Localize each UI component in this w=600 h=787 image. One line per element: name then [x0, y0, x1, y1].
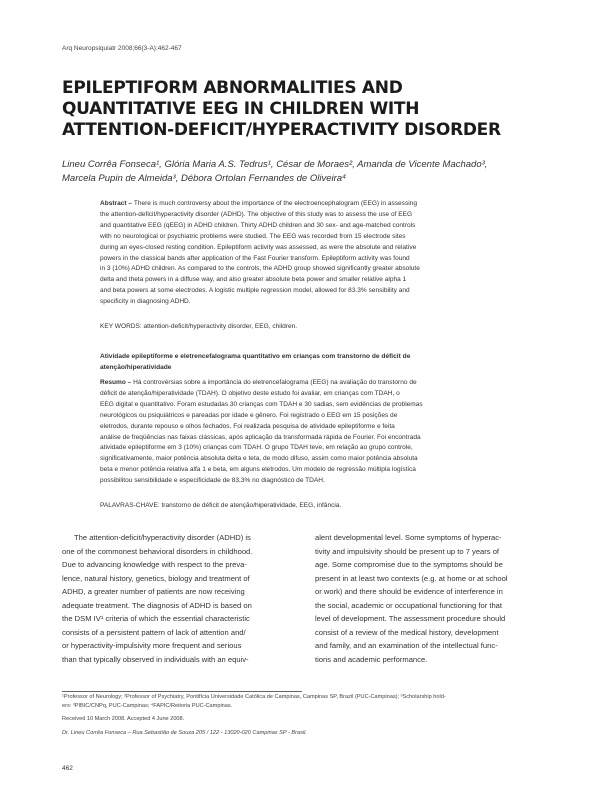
abstract-label: Abstract – — [100, 200, 134, 207]
abstract-line: and beta powers at some electrodes. A logistic multiple regression model, allowed for 83.3% sensibility and — [100, 287, 410, 295]
abstract-line: during an eyes-closed resting condition. Epileptiform activity was assessed, as were the absolute and relative — [100, 243, 417, 251]
footnote-affiliations — [62, 693, 446, 711]
resumo-line: Há controvérsias sobre a importância do eletrencefalograma (EEG) na avaliação do transtorno de — [133, 379, 417, 386]
body-line: age. Some compromise due to the symptoms should be — [315, 560, 503, 569]
body-column-left — [62, 531, 280, 666]
abstract-portuguese — [100, 378, 550, 487]
body-line: consists of a persistent pattern of lack of attention and/ — [62, 627, 246, 637]
footnote-divider — [62, 691, 302, 692]
author-list — [62, 158, 552, 186]
resumo-line: significativamente, maior potência absoluta delta e teta, de modo difuso, assim como maior potência absoluta — [100, 455, 418, 463]
resumo-line: EEG digital e quantitativo. Foram estudadas 30 crianças com TDAH e 30 sadias, sem evidências de problemas — [100, 400, 423, 408]
resumo-line: déficit de atenção/hiperatividade (TDAH). O objetivo deste estudo foi avaliar, em crianças com TDAH, o — [100, 389, 400, 397]
resumo-label: Resumo – — [100, 379, 134, 386]
body-line: consist of a review of the medical history, development — [315, 627, 499, 637]
resumo-line: neurológicos ou psiquiátricos e pareadas por idade e gênero. Foi registrado o EEG em 15 posições de — [100, 411, 398, 419]
body-line: than that typically observed in individuals with an equiv- — [62, 654, 249, 664]
abstract-line: delta and theta powers in a diffuse way, and also greater absolute beta power and smaller relative alpha 1 — [100, 276, 407, 284]
footnote-line: ¹Professor of Neurology; ²Professor of Psychiatry, Pontifícia Universidade Católica de Campinas, Campinas SP, Brazil (PUC-Campinas); ³Scholarship hold- — [62, 694, 446, 700]
body-line: lence, natural history, genetics, biology and treatment of — [62, 573, 250, 583]
abstract-english — [100, 199, 550, 308]
resumo-line: eletrodos, durante repouso e olhos fechados. Foi realizada pesquisa de atividade epileptiforme e feita — [100, 422, 395, 430]
body-line: one of the commonest behavioral disorders in childhood. — [62, 546, 253, 556]
portuguese-title-line: atenção/hiperatividade — [100, 364, 172, 371]
abstract-line: the attention-deficit/hyperactivity disorder (ADHD). The objective of this study was to assess the use of EEG — [100, 210, 413, 218]
footnote-line: ers: ³PIBIC/CNPq, PUC-Campinas; ⁴FAPIC/Reitoria PUC-Campinas. — [62, 703, 233, 709]
resumo-line: atividade epileptiforme em 3 (10%) crianças com TDAH. O grupo TDAH teve, em relação ao grupo controle, — [100, 444, 413, 452]
body-line: The attention-deficit/hyperactivity disorder (ADHD) is — [74, 533, 251, 542]
title-line: QUANTITATIVE EEG IN CHILDREN WITH — [62, 99, 420, 119]
paper-title — [62, 78, 542, 141]
body-line: ADHD, a greater number of patients are now receiving — [62, 587, 245, 596]
resumo-line: possibilitou sensibilidade e especificidade de 83,3% no diagnóstico de TDAH. — [100, 477, 325, 485]
title-line: EPILEPTIFORM ABNORMALITIES AND — [62, 78, 403, 98]
body-line: level of development. The assessment procedure should — [315, 614, 506, 623]
body-line: and family, and an examination of the intellectual func- — [315, 641, 498, 650]
footnote-received-date: Received 10 March 2008. Accepted 4 June 2008. — [62, 716, 185, 722]
body-line: or work) and there should be evidence of interference in — [315, 587, 503, 596]
footnote-correspondence-address: Dr. Lineu Corrêa Fonseca – Rua Sebastião de Souza 205 / 122 - 13020-020 Campinas SP - Brasil. — [62, 730, 307, 736]
journal-reference: Arq Neuropsiquiatr 2008;66(3-A):462-467 — [62, 45, 182, 52]
body-line: adequate treatment. The diagnosis of ADHD is based on — [62, 600, 252, 610]
portuguese-title — [100, 351, 550, 373]
body-line: Due to advancing knowledge with respect to the preva- — [62, 560, 247, 569]
abstract-line: There is much controversy about the importance of the electroencephalogram (EEG) in assessing — [133, 200, 417, 207]
body-line: tivity and impulsivity should be present up to 7 years of — [315, 546, 500, 556]
keywords-portuguese: PALAVRAS-CHAVE: transtorno de déficit de atenção/hiperatividade, EEG, infância. — [100, 502, 342, 509]
title-line: ATTENTION-DEFICIT/HYPERACTIVITY DISORDER — [62, 120, 501, 140]
abstract-line: and quantitative EEG (qEEG) in ADHD children. Thirty ADHD children and 30 sex- and age-matched controls — [100, 221, 416, 229]
abstract-line: in 3 (10%) ADHD children. As compared to the controls, the ADHD group showed significantly greater absolute — [100, 265, 420, 273]
body-line: the DSM IV¹ criteria of which the essential characteristic — [62, 614, 250, 623]
body-column-right — [315, 531, 533, 666]
abstract-line: powers in the classical bands after application of the Fast Fourier transform. Epileptiform activity was found — [100, 254, 410, 262]
keywords-english: KEY WORDS: attention-deficit/hyperactivity disorder, EEG, children. — [100, 323, 298, 330]
resumo-line: beta e menor potência relativa alfa 1 e beta, em alguns eletrodos. Um modelo de regressão múltipla logística — [100, 466, 416, 474]
author-line: Lineu Corrêa Fonseca¹, Glória Maria A.S. Tedrus¹, César de Moraes², Amanda de Vicente Machado³, — [62, 159, 488, 170]
body-line: the social, academic or occupational functioning for that — [315, 600, 502, 610]
abstract-line: specificity in diagnosing ADHD. — [100, 298, 191, 306]
body-line: or hyperactivity-impulsivity more frequent and serious — [62, 641, 242, 650]
portuguese-title-line: Atividade epileptiforme e eletrencefalograma quantitativo em crianças com transtorno de déficit de — [100, 353, 411, 360]
page-number: 462 — [62, 765, 73, 772]
body-line: alent developmental level. Some symptoms of hyperac- — [315, 533, 502, 542]
resumo-line: análise de freqüências nas faixas clássicas, após aplicação da transformada rápida de Fourier. Foi encontrada — [100, 433, 421, 441]
body-line: tions and academic performance. — [315, 654, 428, 664]
abstract-line: with no neurological or psychiatric problems were studied. The EEG was recorded from 15 electrode sites — [100, 232, 406, 240]
author-line: Marcela Pupin de Almeida³, Débora Ortolan Fernandes de Oliveira⁴ — [62, 173, 347, 184]
body-line: present in at least two contexts (e.g. at home or at school — [315, 573, 508, 583]
